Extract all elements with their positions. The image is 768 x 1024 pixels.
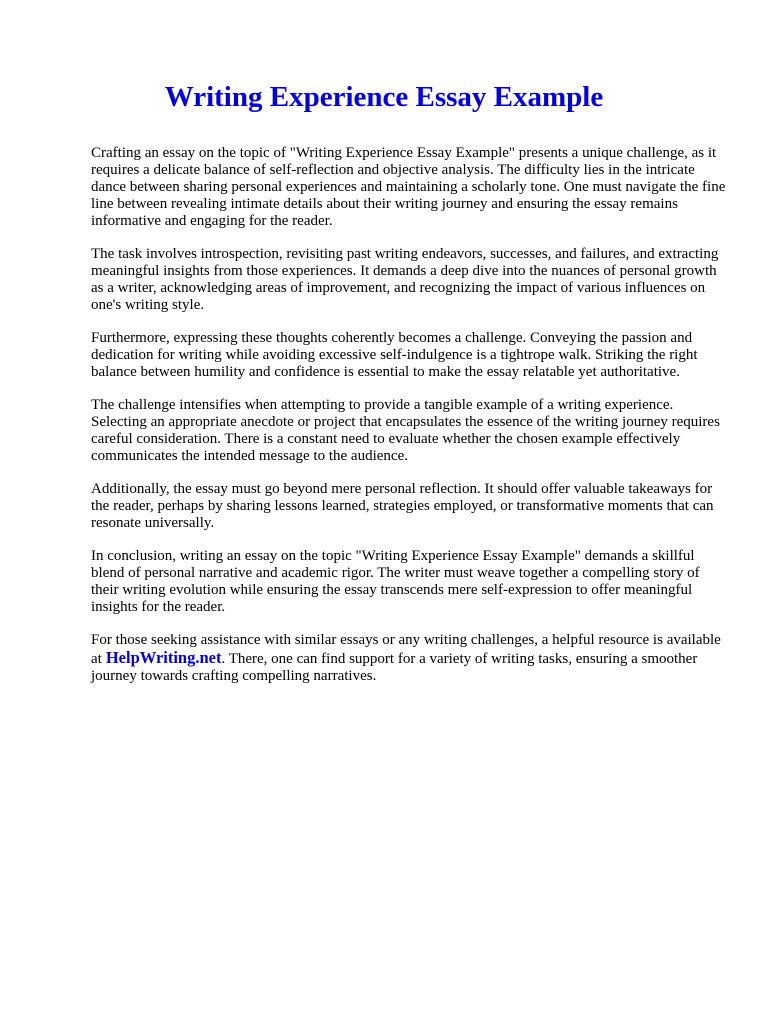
- paragraph-7-before-link: For those seeking assistance with similar essays or any writing challenges, a helpful resource is available at: [91, 632, 721, 667]
- document-body: [91, 145, 727, 701]
- paragraph-3: Furthermore, expressing these thoughts coherently becomes a challenge. Conveying the passion and dedication for writing while avoiding excessive self-indulgence is a tightrope walk. Striking the right balance between humility and confidence is essential to make the essay relatable yet authoritative.: [91, 330, 698, 380]
- paragraph-2: The task involves introspection, revisiting past writing endeavors, successes, and failures, and extracting meaningful insights from those experiences. It demands a deep dive into the nuances of personal growth as a writer, acknowledging areas of improvement, and recognizing the impact of various influences on one's writing style.: [91, 246, 719, 313]
- paragraph-7: [91, 632, 727, 685]
- paragraph-5: Additionally, the essay must go beyond mere personal reflection. It should offer valuable takeaways for the reader, perhaps by sharing lessons learned, strategies employed, or transformative moments that can resonate universally.: [91, 481, 714, 531]
- helpwriting-link[interactable]: HelpWriting.net: [105, 648, 222, 667]
- document-title: Writing Experience Essay Example: [164, 81, 604, 113]
- paragraph-7-after-link: . There, one can find support for a variety of writing tasks, ensuring a smoother journey towards crafting compelling narratives.: [91, 651, 698, 684]
- paragraph-6: In conclusion, writing an essay on the topic "Writing Experience Essay Example" demands a skillful blend of personal narrative and academic rigor. The writer must weave together a compelling story of their writing evolution while ensuring the essay transcends mere self-expression to offer meaningful insights for the reader.: [91, 548, 700, 615]
- paragraph-1: Crafting an essay on the topic of "Writing Experience Essay Example" presents a unique challenge, as it requires a delicate balance of self-reflection and objective analysis. The difficulty lies in the intricate dance between sharing personal experiences and maintaining a scholarly tone. One must navigate the fine line between revealing intimate details about their writing journey and ensuring the essay remains informative and engaging for the reader.: [91, 145, 726, 229]
- paragraph-4: The challenge intensifies when attempting to provide a tangible example of a writing experience. Selecting an appropriate anecdote or project that encapsulates the essence of the writing journey requires careful consideration. There is a constant need to evaluate whether the chosen example effectively communicates the intended message to the audience.: [91, 397, 720, 464]
